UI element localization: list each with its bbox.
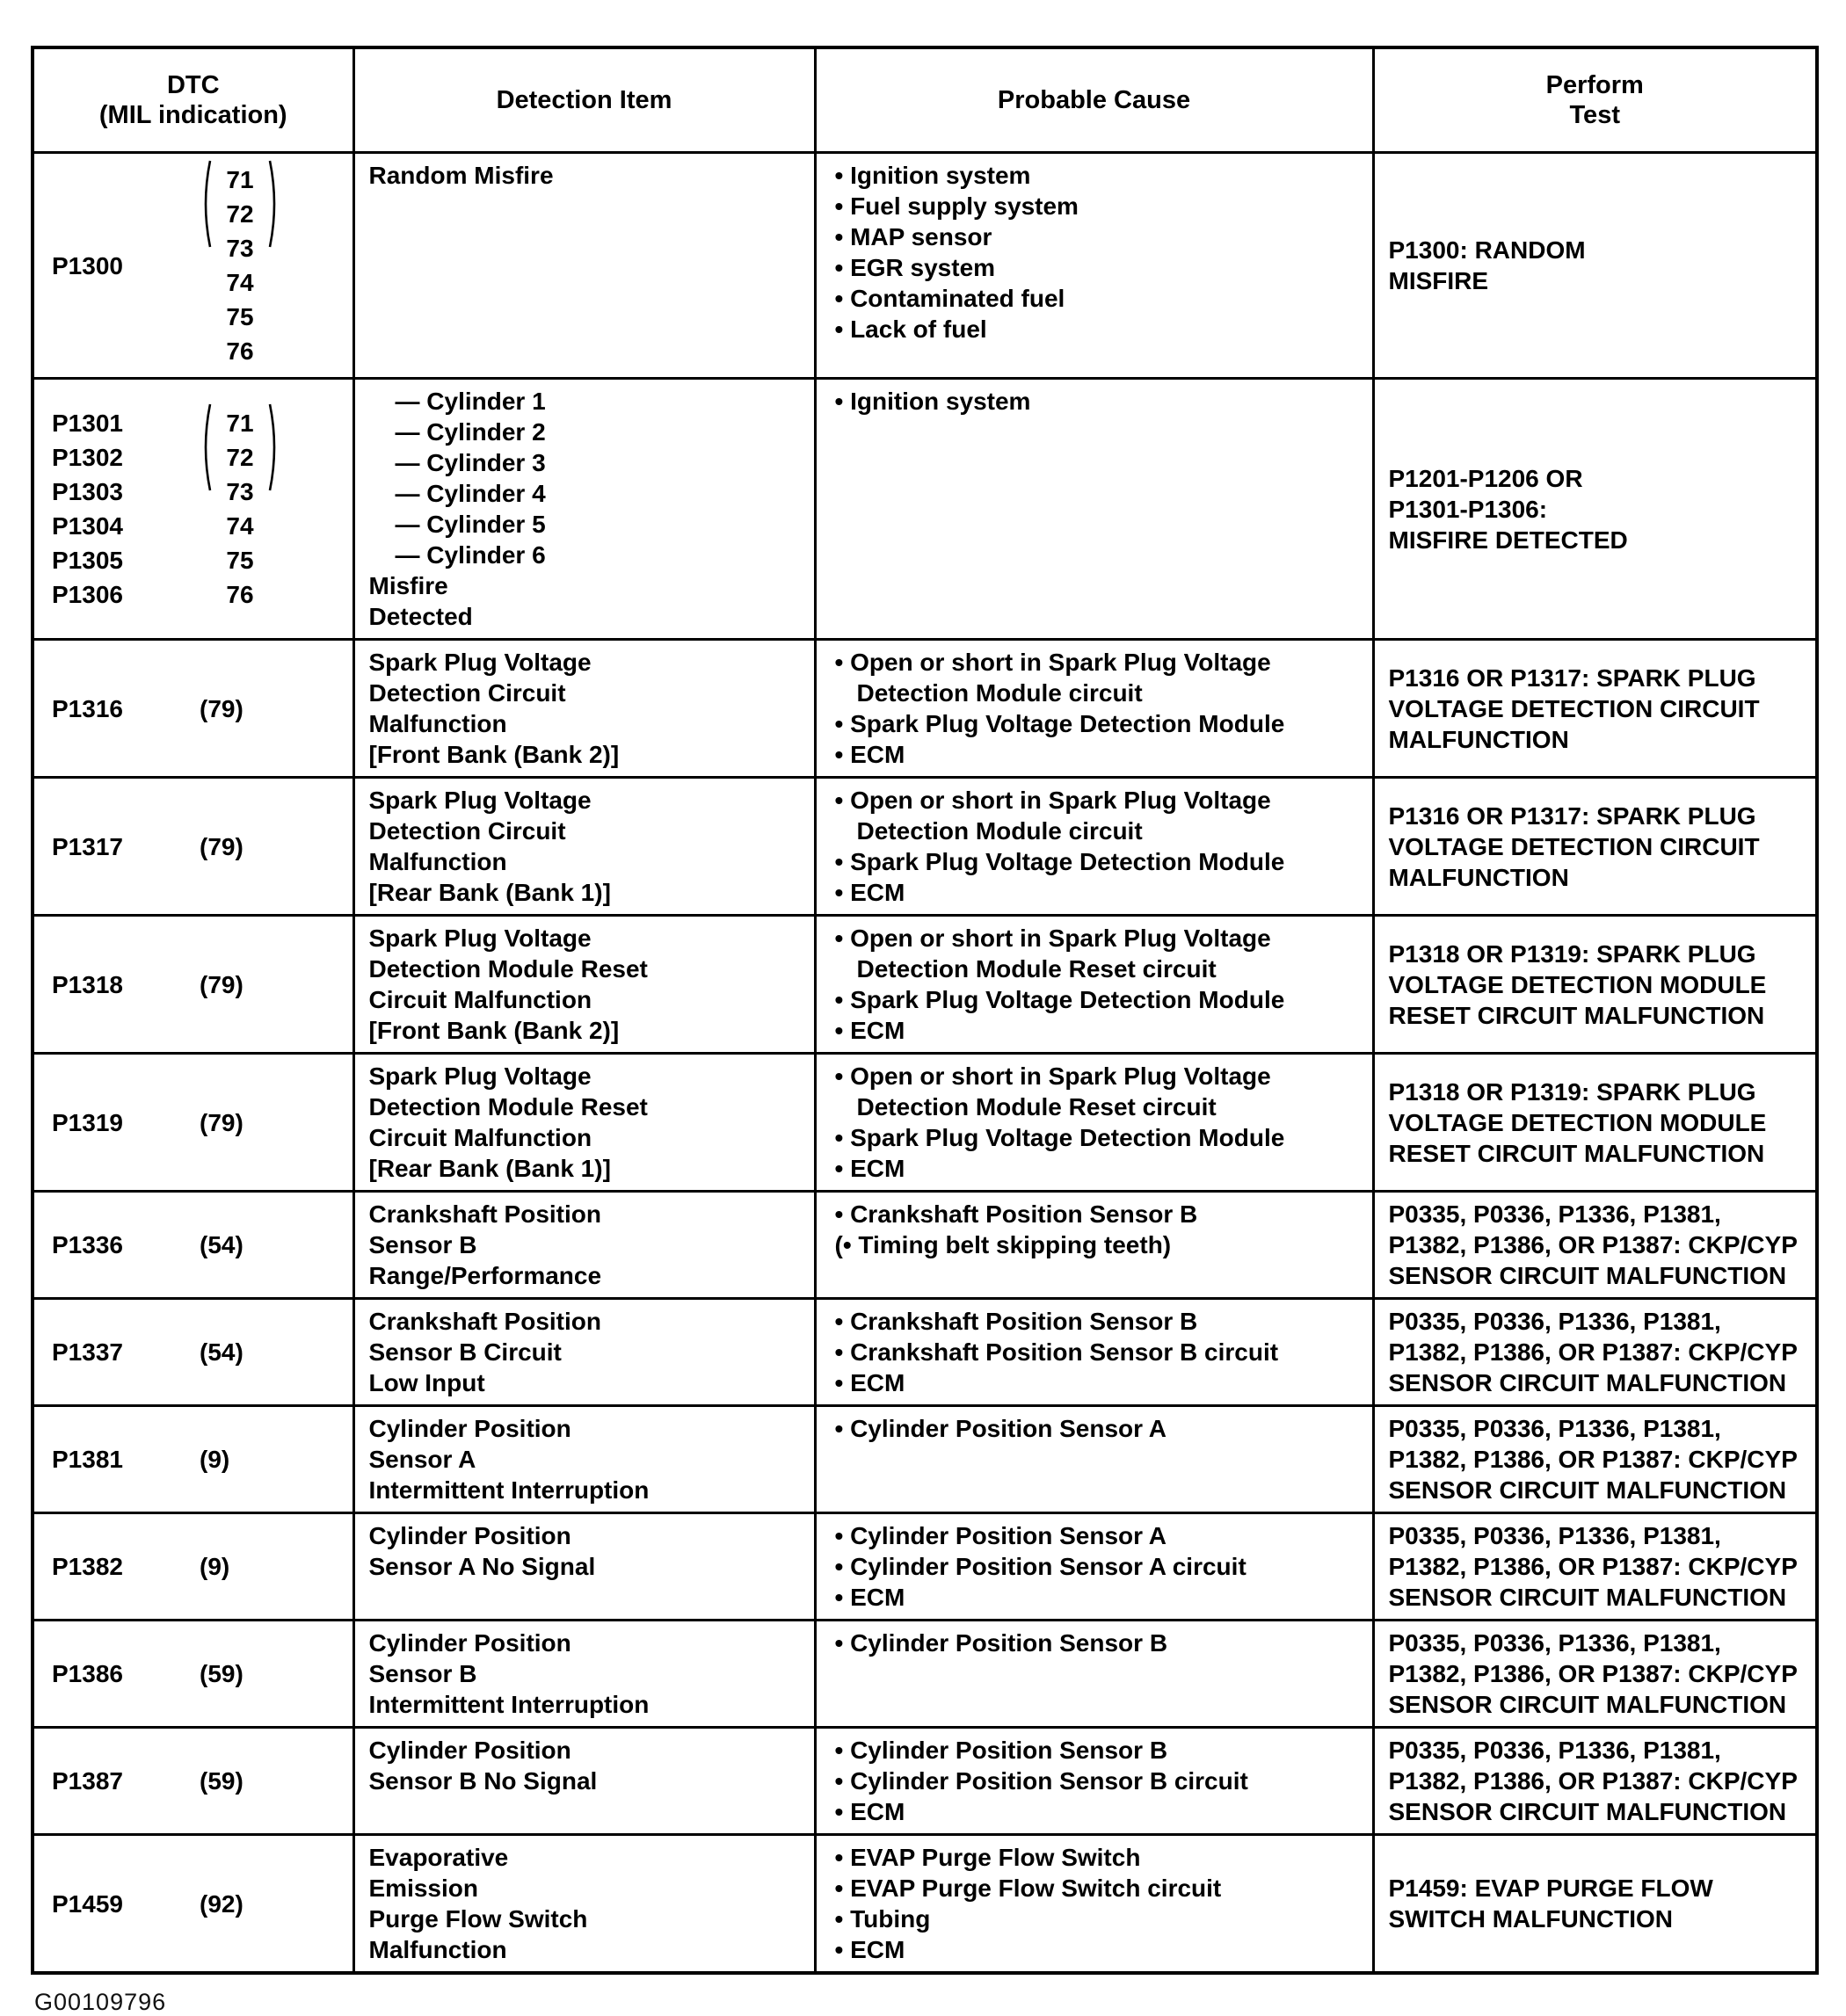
- cause-item: • ECM: [834, 879, 905, 906]
- cause-item: • ECM: [834, 1017, 905, 1044]
- mil-indication: (9): [200, 1553, 230, 1580]
- detection-line: Cylinder Position: [368, 1522, 571, 1549]
- mil-indication: (79): [200, 694, 243, 722]
- cause-item: • Spark Plug Voltage Detection Module: [834, 986, 1285, 1013]
- perform-test-cell: [1373, 1299, 1817, 1406]
- mil-indication: (9): [200, 1446, 230, 1473]
- dtc-code: P1319: [52, 1108, 123, 1136]
- test-line: P1382, P1386, OR P1387: CKP/CYP: [1388, 1231, 1798, 1258]
- mil-value: 71: [226, 166, 254, 193]
- test-line: VOLTAGE DETECTION MODULE: [1388, 970, 1767, 998]
- test-text: [1389, 939, 1811, 1031]
- mil-paren-right-icon: [268, 160, 280, 248]
- cause-item: • Open or short in Spark Plug Voltage: [834, 925, 1271, 952]
- table-row: [33, 153, 1817, 379]
- dtc-cell: [33, 916, 353, 1054]
- test-text: [1389, 1520, 1811, 1613]
- mil-indication: (92): [200, 1889, 243, 1918]
- dtc-code: P1304: [52, 512, 123, 540]
- probable-cause-cell: [815, 1299, 1373, 1406]
- dtc-cell: [33, 379, 353, 640]
- test-line: P1382, P1386, OR P1387: CKP/CYP: [1388, 1660, 1798, 1687]
- dtc-group: [52, 1887, 347, 1921]
- table-row: [33, 1621, 1817, 1728]
- cause-item: • Spark Plug Voltage Detection Module: [834, 1124, 1285, 1151]
- mil-value: 74: [226, 269, 254, 296]
- cause-item: • Cylinder Position Sensor B: [834, 1629, 1168, 1657]
- test-line: P1382, P1386, OR P1387: CKP/CYP: [1388, 1446, 1798, 1473]
- cause-item: • ECM: [834, 741, 905, 768]
- test-line: MALFUNCTION: [1388, 725, 1569, 753]
- detection-cell: [353, 1835, 815, 1974]
- detection-line: Crankshaft Position: [368, 1200, 601, 1228]
- detection-line: Low Input: [368, 1369, 485, 1396]
- probable-cause-cell: [815, 1513, 1373, 1621]
- test-text: [1389, 235, 1811, 296]
- detection-line: — Cylinder 6: [395, 541, 546, 569]
- mil-value: 76: [226, 337, 254, 365]
- table-row: [33, 379, 1817, 640]
- detection-line: — Cylinder 4: [395, 480, 546, 507]
- dtc-code-list: [52, 1442, 200, 1476]
- test-line: VOLTAGE DETECTION CIRCUIT: [1388, 832, 1760, 860]
- test-line: P1316 OR P1317: SPARK PLUG: [1388, 664, 1756, 692]
- dtc-code-list: [52, 1887, 200, 1921]
- mil-indication: (59): [200, 1660, 243, 1687]
- cause-item: • Tubing: [834, 1905, 931, 1933]
- dtc-code-list: [52, 249, 200, 283]
- dtc-cell: [33, 1299, 353, 1406]
- detection-line: Spark Plug Voltage: [368, 1062, 592, 1090]
- table-body: [33, 153, 1817, 1974]
- detection-line: Range/Performance: [368, 1262, 602, 1289]
- detection-cell: [353, 640, 815, 778]
- cause-item: • Cylinder Position Sensor A: [834, 1415, 1166, 1442]
- perform-test-cell: [1373, 153, 1817, 379]
- perform-test-cell: [1373, 1513, 1817, 1621]
- mil-value: 76: [226, 581, 254, 608]
- cause-item: • Ignition system: [834, 162, 1031, 189]
- detection-line: Cylinder Position: [368, 1415, 571, 1442]
- probable-cause-cell: [815, 640, 1373, 778]
- detection-line: Spark Plug Voltage: [368, 787, 592, 814]
- probable-cause-cell: [815, 1406, 1373, 1513]
- cause-item: • ECM: [834, 1798, 905, 1825]
- detection-line: Emission: [368, 1875, 478, 1902]
- detection-line: [Rear Bank (Bank 1)]: [368, 879, 611, 906]
- detection-cell: [353, 916, 815, 1054]
- test-line: P1459: EVAP PURGE FLOW: [1388, 1875, 1713, 1902]
- cause-item: Detection Module Reset circuit: [856, 1093, 1217, 1120]
- cause-item: • EVAP Purge Flow Switch circuit: [834, 1875, 1222, 1902]
- dtc-group: [52, 1335, 347, 1369]
- figure-id: G00109796: [34, 1989, 167, 2015]
- dtc-code-list: [52, 1228, 200, 1262]
- dtc-code: P1316: [52, 694, 123, 722]
- dtc-cell: [33, 1621, 353, 1728]
- detection-cell: [353, 1192, 815, 1299]
- cause-item: • Cylinder Position Sensor A: [834, 1522, 1166, 1549]
- dtc-group: [52, 692, 347, 726]
- mil-indication-group: [200, 403, 280, 614]
- mil-paren-left-icon: [200, 160, 212, 248]
- detection-line: — Cylinder 2: [395, 418, 546, 446]
- dtc-code: P1317: [52, 832, 123, 860]
- detection-line: Malfunction: [368, 1936, 507, 1963]
- dtc-cell: [33, 1513, 353, 1621]
- cause-item: • Fuel supply system: [834, 192, 1079, 220]
- dtc-code: P1387: [52, 1767, 123, 1795]
- test-text: [1389, 663, 1811, 755]
- dtc-group: [52, 1442, 347, 1476]
- dtc-code-list: [52, 692, 200, 726]
- probable-cause-cell: [815, 1621, 1373, 1728]
- cause-item: • Crankshaft Position Sensor B: [834, 1200, 1198, 1228]
- perform-test-cell: [1373, 916, 1817, 1054]
- cause-item: • Crankshaft Position Sensor B circuit: [834, 1338, 1279, 1366]
- test-line: P0335, P0336, P1336, P1381,: [1388, 1308, 1721, 1335]
- detection-line: Detection Circuit: [368, 679, 566, 707]
- probable-cause-cell: [815, 1835, 1373, 1974]
- detection-line: Sensor B: [368, 1660, 477, 1687]
- cause-item: • ECM: [834, 1584, 905, 1611]
- mil-value: 72: [226, 200, 254, 228]
- header-row: [33, 47, 1817, 153]
- cause-item: • ECM: [834, 1369, 905, 1396]
- test-line: P1301-P1306:: [1388, 495, 1548, 523]
- dtc-group: [52, 968, 347, 1002]
- mil-indication: (79): [200, 970, 243, 998]
- test-line: P1316 OR P1317: SPARK PLUG: [1388, 801, 1756, 830]
- test-text: [1389, 1199, 1811, 1291]
- detection-cell: [353, 778, 815, 916]
- dtc-cell: [33, 1054, 353, 1192]
- cause-item: Detection Module circuit: [856, 679, 1143, 707]
- dtc-code: P1382: [52, 1553, 123, 1580]
- test-line: P1201-P1206 OR: [1388, 464, 1583, 492]
- test-line: P0335, P0336, P1336, P1381,: [1388, 1629, 1721, 1657]
- cause-item: Detection Module Reset circuit: [856, 955, 1217, 983]
- dtc-group: [52, 403, 347, 614]
- dtc-code: P1386: [52, 1660, 123, 1687]
- test-line: P1300: RANDOM: [1388, 236, 1586, 264]
- probable-cause-cell: [815, 916, 1373, 1054]
- dtc-code-list: [52, 1764, 200, 1798]
- cause-item: • Cylinder Position Sensor B circuit: [834, 1767, 1248, 1795]
- dtc-cell: [33, 1192, 353, 1299]
- dtc-code: P1337: [52, 1338, 123, 1366]
- detection-line: [Front Bank (Bank 2)]: [368, 1017, 620, 1044]
- dtc-code: P1381: [52, 1446, 123, 1473]
- table-row: [33, 1192, 1817, 1299]
- dtc-group: [52, 830, 347, 864]
- detection-line: Circuit Malfunction: [368, 986, 592, 1013]
- mil-indication: (54): [200, 1231, 243, 1258]
- dtc-cell: [33, 778, 353, 916]
- detection-cell: [353, 1299, 815, 1406]
- detection-line: Intermittent Interruption: [368, 1476, 650, 1504]
- detection-line: Circuit Malfunction: [368, 1124, 592, 1151]
- test-text: [1389, 1735, 1811, 1827]
- column-header-probable-cause: [815, 47, 1373, 153]
- detection-cell: [353, 1406, 815, 1513]
- mil-paren-right-icon: [268, 403, 280, 491]
- perform-test-cell: [1373, 778, 1817, 916]
- detection-line: Detection Circuit: [368, 817, 566, 845]
- cause-item: • Cylinder Position Sensor A circuit: [834, 1553, 1246, 1580]
- cause-item: • EGR system: [834, 254, 996, 281]
- detection-line: Spark Plug Voltage: [368, 649, 592, 676]
- mil-value: 72: [226, 444, 254, 471]
- dtc-code: P1306: [52, 581, 123, 608]
- header-detection-label: Detection Item: [496, 86, 672, 114]
- cause-item: • Open or short in Spark Plug Voltage: [834, 787, 1271, 814]
- mil-value: 75: [226, 303, 254, 330]
- probable-cause-cell: [815, 1192, 1373, 1299]
- cause-item: • Crankshaft Position Sensor B: [834, 1308, 1198, 1335]
- detection-line: Detected: [368, 603, 473, 630]
- detection-line: Misfire: [368, 572, 448, 599]
- test-line: MALFUNCTION: [1388, 863, 1569, 891]
- detection-line: Purge Flow Switch: [368, 1905, 588, 1933]
- test-line: VOLTAGE DETECTION MODULE: [1388, 1108, 1767, 1136]
- dtc-code-list: [52, 1335, 200, 1369]
- column-header-perform-test: [1373, 47, 1817, 153]
- test-line: P1318 OR P1319: SPARK PLUG: [1388, 939, 1756, 968]
- detection-line: — Cylinder 5: [395, 511, 546, 538]
- dtc-code-list: [52, 1549, 200, 1584]
- detection-line: Cylinder Position: [368, 1737, 571, 1764]
- mil-indication: (59): [200, 1767, 243, 1795]
- table-row: [33, 1728, 1817, 1835]
- perform-test-cell: [1373, 1192, 1817, 1299]
- mil-values: [212, 403, 268, 614]
- dtc-code: P1300: [52, 251, 123, 279]
- cause-item: (• Timing belt skipping teeth): [834, 1231, 1172, 1258]
- detection-line: Malfunction: [368, 710, 507, 737]
- perform-test-cell: [1373, 640, 1817, 778]
- test-line: P1382, P1386, OR P1387: CKP/CYP: [1388, 1553, 1798, 1580]
- perform-test-cell: [1373, 1406, 1817, 1513]
- detection-line: Cylinder Position: [368, 1629, 571, 1657]
- test-line: P1382, P1386, OR P1387: CKP/CYP: [1388, 1338, 1798, 1366]
- cause-item: • Spark Plug Voltage Detection Module: [834, 848, 1285, 875]
- mil-indication: (79): [200, 1108, 243, 1136]
- dtc-group: [52, 1549, 347, 1584]
- test-line: SENSOR CIRCUIT MALFUNCTION: [1388, 1369, 1787, 1396]
- test-line: SENSOR CIRCUIT MALFUNCTION: [1388, 1262, 1787, 1289]
- perform-test-cell: [1373, 1835, 1817, 1974]
- detection-cell: [353, 1513, 815, 1621]
- dtc-group: [52, 1657, 347, 1691]
- header-test-line1: Perform: [1545, 71, 1644, 99]
- test-text: [1389, 463, 1811, 555]
- detection-line: Sensor B: [368, 1231, 477, 1258]
- test-text: [1389, 1077, 1811, 1169]
- detection-cell: [353, 379, 815, 640]
- detection-line: Sensor A No Signal: [368, 1553, 596, 1580]
- detection-line: — Cylinder 1: [395, 388, 546, 415]
- test-line: SENSOR CIRCUIT MALFUNCTION: [1388, 1691, 1787, 1718]
- test-line: MISFIRE DETECTED: [1388, 526, 1628, 554]
- header-dtc-line1: DTC: [166, 71, 220, 99]
- dtc-code: P1301: [52, 410, 123, 437]
- perform-test-cell: [1373, 379, 1817, 640]
- test-line: P1318 OR P1319: SPARK PLUG: [1388, 1077, 1756, 1106]
- column-header-dtc: [33, 47, 353, 153]
- test-line: P0335, P0336, P1336, P1381,: [1388, 1415, 1721, 1442]
- detection-line: Malfunction: [368, 848, 507, 875]
- detection-line: Random Misfire: [368, 162, 554, 189]
- detection-line: Detection Module Reset: [368, 955, 648, 983]
- cause-item: • Spark Plug Voltage Detection Module: [834, 710, 1285, 737]
- test-line: MISFIRE: [1388, 267, 1489, 294]
- dtc-group: [52, 1228, 347, 1262]
- cause-item: Detection Module circuit: [856, 817, 1143, 845]
- cause-item: • Cylinder Position Sensor B: [834, 1737, 1168, 1764]
- detection-line: Sensor B No Signal: [368, 1767, 598, 1795]
- mil-value: 75: [226, 547, 254, 574]
- detection-line: Spark Plug Voltage: [368, 925, 592, 952]
- cause-item: • Lack of fuel: [834, 315, 987, 343]
- dtc-code-list: [52, 968, 200, 1002]
- dtc-code-list: [52, 1106, 200, 1140]
- detection-cell: [353, 1054, 815, 1192]
- detection-line: [Rear Bank (Bank 1)]: [368, 1155, 611, 1182]
- header-test-line2: Test: [1569, 101, 1620, 129]
- dtc-code: P1302: [52, 444, 123, 471]
- dtc-code-list: [52, 406, 200, 612]
- dtc-code: P1318: [52, 970, 123, 998]
- table-row: [33, 1054, 1817, 1192]
- detection-cell: [353, 1621, 815, 1728]
- dtc-code: P1303: [52, 478, 123, 505]
- table-row: [33, 916, 1817, 1054]
- table-row: [33, 778, 1817, 916]
- dtc-cell: [33, 1728, 353, 1835]
- test-line: SENSOR CIRCUIT MALFUNCTION: [1388, 1584, 1787, 1611]
- dtc-cell: [33, 1835, 353, 1974]
- dtc-code: P1336: [52, 1231, 123, 1258]
- perform-test-cell: [1373, 1621, 1817, 1728]
- test-line: SENSOR CIRCUIT MALFUNCTION: [1388, 1476, 1787, 1504]
- test-line: SWITCH MALFUNCTION: [1388, 1905, 1674, 1933]
- dtc-group: [52, 1764, 347, 1798]
- table-row: [33, 1406, 1817, 1513]
- test-line: P0335, P0336, P1336, P1381,: [1388, 1522, 1721, 1549]
- cause-item: • Ignition system: [834, 388, 1031, 415]
- test-text: [1389, 1306, 1811, 1398]
- cause-item: • MAP sensor: [834, 223, 992, 250]
- test-line: P0335, P0336, P1336, P1381,: [1388, 1200, 1721, 1228]
- test-text: [1389, 1628, 1811, 1720]
- dtc-group: [52, 160, 347, 371]
- detection-line: Evaporative: [368, 1844, 509, 1871]
- detection-line: Crankshaft Position: [368, 1308, 601, 1335]
- dtc-code: P1305: [52, 547, 123, 574]
- test-line: P0335, P0336, P1336, P1381,: [1388, 1737, 1721, 1764]
- test-line: P1382, P1386, OR P1387: CKP/CYP: [1388, 1767, 1798, 1795]
- probable-cause-cell: [815, 379, 1373, 640]
- mil-indication: (54): [200, 1338, 243, 1366]
- detection-line: Intermittent Interruption: [368, 1691, 650, 1718]
- detection-cell: [353, 1728, 815, 1835]
- perform-test-cell: [1373, 1728, 1817, 1835]
- cause-item: • Contaminated fuel: [834, 285, 1065, 312]
- probable-cause-cell: [815, 1054, 1373, 1192]
- header-dtc-line2: (MIL indication): [98, 101, 287, 129]
- cause-item: • ECM: [834, 1936, 905, 1963]
- detection-line: Sensor B Circuit: [368, 1338, 562, 1366]
- mil-values: [212, 160, 268, 371]
- table-row: [33, 1513, 1817, 1621]
- dtc-group: [52, 1106, 347, 1140]
- test-text: [1389, 1413, 1811, 1505]
- test-line: RESET CIRCUIT MALFUNCTION: [1388, 1001, 1765, 1029]
- cause-item: • Open or short in Spark Plug Voltage: [834, 649, 1271, 676]
- mil-paren-left-icon: [200, 403, 212, 491]
- dtc-table: [31, 46, 1819, 1975]
- detection-line: Detection Module Reset: [368, 1093, 648, 1120]
- dtc-code: P1459: [52, 1889, 123, 1918]
- perform-test-cell: [1373, 1054, 1817, 1192]
- cause-item: • EVAP Purge Flow Switch: [834, 1844, 1141, 1871]
- dtc-cell: [33, 640, 353, 778]
- detection-line: [Front Bank (Bank 2)]: [368, 741, 620, 768]
- dtc-code-list: [52, 830, 200, 864]
- mil-value: 71: [226, 410, 254, 437]
- dtc-cell: [33, 153, 353, 379]
- probable-cause-cell: [815, 778, 1373, 916]
- mil-indication-group: [200, 160, 280, 371]
- header-cause-label: Probable Cause: [997, 86, 1191, 114]
- dtc-code-list: [52, 1657, 200, 1691]
- table-row: [33, 1835, 1817, 1974]
- detection-line: Sensor A: [368, 1446, 476, 1473]
- column-header-detection-item: [353, 47, 815, 153]
- detection-line: — Cylinder 3: [395, 449, 546, 476]
- table-row: [33, 1299, 1817, 1406]
- mil-indication: (79): [200, 832, 243, 860]
- mil-value: 73: [226, 235, 254, 262]
- table-row: [33, 640, 1817, 778]
- probable-cause-cell: [815, 1728, 1373, 1835]
- test-text: [1389, 1873, 1811, 1934]
- detection-cell: [353, 153, 815, 379]
- cause-item: • ECM: [834, 1155, 905, 1182]
- cause-item: • Open or short in Spark Plug Voltage: [834, 1062, 1271, 1090]
- test-text: [1389, 801, 1811, 893]
- probable-cause-cell: [815, 153, 1373, 379]
- test-line: VOLTAGE DETECTION CIRCUIT: [1388, 694, 1760, 722]
- test-line: SENSOR CIRCUIT MALFUNCTION: [1388, 1798, 1787, 1825]
- mil-value: 74: [226, 512, 254, 540]
- test-line: RESET CIRCUIT MALFUNCTION: [1388, 1139, 1765, 1167]
- dtc-cell: [33, 1406, 353, 1513]
- table-header: [33, 47, 1817, 153]
- mil-value: 73: [226, 478, 254, 505]
